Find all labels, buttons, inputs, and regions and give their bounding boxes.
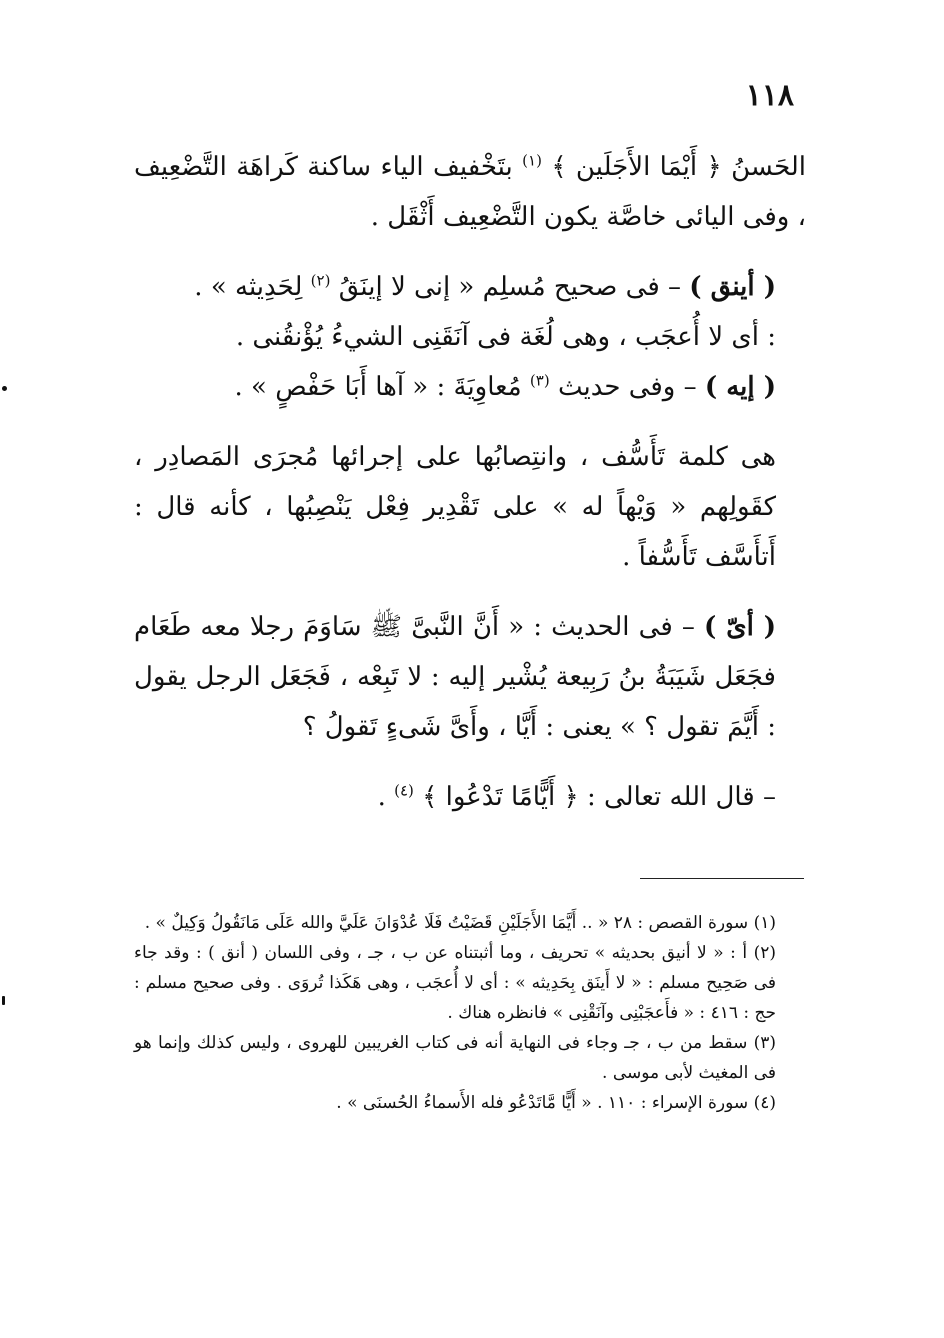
paragraph-1-start: الحَسنُ ﴿ أَيْمَا الأَجَلَين ﴾ <box>551 152 806 182</box>
footnote-ref-2[interactable]: (٢) <box>310 271 331 290</box>
paragraph-4-start: – وفى حديث <box>557 372 697 402</box>
paragraph-7-end: . <box>377 782 386 812</box>
entry-heading-ayy: ( أىّ ) <box>704 612 776 642</box>
footnote-ref-1[interactable]: (١) <box>522 151 542 170</box>
footnote-ref-3[interactable]: (٣) <box>529 371 550 390</box>
paragraph-6-text: – فى الحديث : « أَنَّ النَّبىَّ ﷺ سَاوَمَ رجلا معه طَعَام فجَعَل شَيَبَةُ بنُ رَبِيعة يُشْير إليه : لا تَبِعْه ، فَجَعَل الرجل يقول : أَيَّمَ تقول ؟ » يعنى : أَيَّا ، وأَىَّ شَىءٍ تَقولُ ؟ <box>134 612 776 742</box>
main-text <box>134 142 806 822</box>
paragraph-1-end: بتَخْفيف الياء ساكنة كَراهَة التَّضْعِيف ، وفى اليائى خاصَّة يكون التَّضْعِيف أَثْقَل . <box>134 152 806 232</box>
paragraph-4 <box>134 362 806 412</box>
paragraph-5: هى كلمة تَأَسُّف ، وانتِصابُها على إجرائها مُجرَى المَصادِر ، كقَولِهم « وَيْهاً له » على تَقْدِير فِعْل يَنْصِبُها ، كأنه قال : أَتأَسَّف تَأَسُّفاً . <box>134 442 776 572</box>
entry-heading-iyh: ( إيه ) <box>704 372 776 402</box>
paragraph-2-end: لِحَدِيثه » . <box>194 272 303 302</box>
paragraph-2 <box>134 262 806 312</box>
paragraph-4-end: مُعاوِيَةَ : « آها أَبَا حَفْصٍ » . <box>234 372 522 402</box>
footnote-3: (٣) سقط من ب ، جـ وجاء فى النهاية أنه فى كتاب الغريبين للهروى ، وليس كذلك وإنما هو فى المغيث لأبى موسى . <box>134 1033 776 1083</box>
paragraph-3: : أى لا أُعجَب ، وهى لُغَة فى آنَقَنِى الشيءُ يُؤْنقُنى . <box>235 322 776 352</box>
footnote-separator <box>640 878 804 879</box>
footnote-2: (٢) أ : « لا أنيق بحديثه » تحريف ، وما أثبتناه عن ب ، جـ ، وفى اللسان ( أنق ) : وقد جاء فى صَحِيح مسلم : « لا أَينَق بِحَدِيثه » : أى لا أُعجَب ، وهى هَكَذا تُروَى . وفى صحيح مسلم : حج : ٤١٦ : « فأَعجَبْنِى وآنَقْنِى » فانظره هناك . <box>134 943 776 1023</box>
paragraph-6 <box>134 602 806 752</box>
paragraph-7-start: – قال الله تعالى : ﴿ أَيًّامًا تَدْعُوا ﴾ <box>422 782 776 812</box>
page-number: ١١٨ <box>745 78 794 113</box>
scan-mark <box>2 996 5 1005</box>
scan-mark <box>2 386 7 391</box>
footnote-4: (٤) سورة الإسراء : ١١٠ . « أَيًّا مَّاتَدْعُو فله الأَسماءُ الحُسنَى » . <box>336 1093 776 1113</box>
footnote-1: (١) سورة القصص : ٢٨ « .. أَيَّمَا الأَجَلَيْنِ قَضَيْتُ فَلَا عُدْوَانَ عَلَيَّ والله عَلَى مَانَقُولُ وَكِيلٌ » . <box>144 913 776 933</box>
footnote-ref-4[interactable]: (٤) <box>394 781 414 800</box>
paragraph-1 <box>134 142 806 242</box>
paragraph-7 <box>134 772 806 822</box>
footnotes <box>134 908 806 1118</box>
paragraph-2-start: – فى صحيح مُسلِم « إنى لا إينَقُ <box>338 272 682 302</box>
entry-heading-ayniq: ( أينق ) <box>689 272 776 302</box>
